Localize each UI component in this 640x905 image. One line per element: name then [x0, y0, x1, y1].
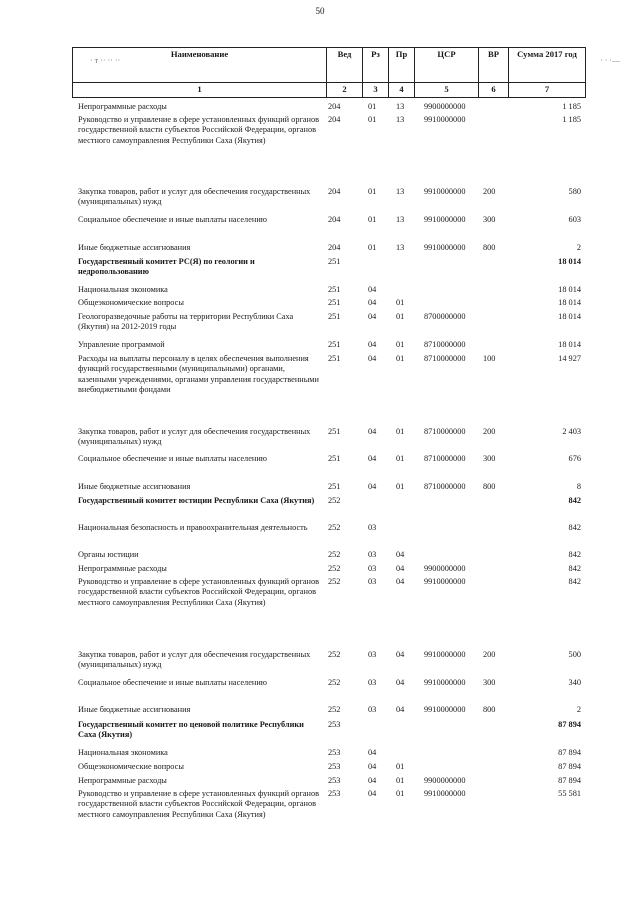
header-vr: ВР — [479, 48, 509, 83]
cell-vr: 300 — [483, 678, 496, 687]
cell-name: Органы юстиции — [78, 550, 139, 559]
cell-ved: 251 — [328, 298, 341, 307]
header-num-2: 2 — [327, 83, 363, 98]
cell-sum: 676 — [568, 454, 581, 463]
cell-sum: 2 403 — [562, 427, 581, 436]
cell-rz: 03 — [368, 705, 377, 714]
cell-vr: 800 — [483, 705, 496, 714]
cell-ved: 251 — [328, 427, 341, 436]
cell-rz: 04 — [368, 776, 377, 785]
cell-ved: 253 — [328, 720, 341, 729]
cell-pr: 13 — [396, 243, 405, 252]
cell-rz: 03 — [368, 550, 377, 559]
cell-sum: 1 185 — [562, 102, 581, 111]
header-csr: ЦСР — [415, 48, 479, 83]
cell-ved: 204 — [328, 115, 341, 124]
cell-rz: 04 — [368, 340, 377, 349]
cell-rz: 04 — [368, 354, 377, 363]
cell-pr: 13 — [396, 102, 405, 111]
cell-sum: 842 — [568, 523, 581, 532]
cell-pr: 01 — [396, 340, 405, 349]
cell-ved: 251 — [328, 482, 341, 491]
cell-name: Руководство и управление в сфере установленных функций органов государственной власти субъектов Российской Федерации, органов местного самоуправления Республики Саха (Якутия) — [78, 577, 320, 607]
cell-rz: 04 — [368, 482, 377, 491]
cell-ved: 251 — [328, 285, 341, 294]
cell-ved: 251 — [328, 340, 341, 349]
cell-ved: 252 — [328, 705, 341, 714]
cell-name: Государственный комитет по ценовой политике Республики Саха (Якутия) — [78, 720, 304, 740]
cell-ved: 251 — [328, 312, 341, 321]
cell-ved: 252 — [328, 523, 341, 532]
scan-mark-left: · т ·· ·· ·· — [90, 56, 121, 65]
cell-pr: 13 — [396, 215, 405, 224]
cell-rz: 01 — [368, 243, 377, 252]
cell-name: Закупка товаров, работ и услуг для обеспечения государственных (муниципальных) нужд — [78, 427, 311, 447]
header-num-6: 6 — [479, 83, 509, 98]
cell-ved: 204 — [328, 187, 341, 196]
cell-sum: 18 014 — [558, 298, 581, 307]
header-num-4: 4 — [389, 83, 415, 98]
cell-pr: 01 — [396, 762, 405, 771]
cell-name: Непрограммные расходы — [78, 102, 167, 111]
cell-ved: 204 — [328, 243, 341, 252]
cell-vr: 200 — [483, 187, 496, 196]
cell-sum: 842 — [568, 496, 581, 505]
cell-sum: 580 — [568, 187, 581, 196]
cell-ved: 252 — [328, 577, 341, 586]
cell-ved: 253 — [328, 762, 341, 771]
cell-vr: 800 — [483, 482, 496, 491]
cell-ved: 252 — [328, 650, 341, 659]
cell-rz: 03 — [368, 564, 377, 573]
cell-sum: 603 — [568, 215, 581, 224]
cell-csr: 8710000000 — [424, 482, 466, 491]
cell-rz: 04 — [368, 789, 377, 798]
cell-pr: 01 — [396, 482, 405, 491]
header-rz: Рз — [363, 48, 389, 83]
cell-rz: 04 — [368, 748, 377, 757]
cell-vr: 300 — [483, 454, 496, 463]
cell-sum: 87 894 — [558, 776, 581, 785]
cell-name: Общеэкономические вопросы — [78, 762, 184, 771]
header-pr: Пр — [389, 48, 415, 83]
cell-name: Национальная экономика — [78, 748, 168, 757]
cell-pr: 01 — [396, 776, 405, 785]
cell-name: Социальное обеспечение и иные выплаты населению — [78, 215, 267, 224]
cell-pr: 01 — [396, 312, 405, 321]
cell-name: Закупка товаров, работ и услуг для обеспечения государственных (муниципальных) нужд — [78, 187, 311, 207]
cell-rz: 04 — [368, 298, 377, 307]
cell-csr: 9910000000 — [424, 577, 466, 586]
cell-csr: 9910000000 — [424, 789, 466, 798]
cell-csr: 9910000000 — [424, 650, 466, 659]
cell-sum: 500 — [568, 650, 581, 659]
cell-csr: 8710000000 — [424, 340, 466, 349]
cell-csr: 9910000000 — [424, 243, 466, 252]
cell-name: Геологоразведочные работы на территории Республики Саха (Якутия) на 2012-2019 годы — [78, 312, 294, 332]
cell-rz: 04 — [368, 427, 377, 436]
cell-rz: 01 — [368, 187, 377, 196]
cell-rz: 03 — [368, 678, 377, 687]
cell-sum: 18 014 — [558, 312, 581, 321]
cell-pr: 04 — [396, 564, 405, 573]
cell-pr: 04 — [396, 705, 405, 714]
cell-vr: 200 — [483, 650, 496, 659]
cell-sum: 18 014 — [558, 340, 581, 349]
scan-mark-right: · · ·— — [600, 56, 620, 65]
header-ved: Вед — [327, 48, 363, 83]
cell-pr: 01 — [396, 354, 405, 363]
cell-ved: 253 — [328, 789, 341, 798]
cell-sum: 2 — [576, 705, 581, 714]
cell-csr: 8710000000 — [424, 454, 466, 463]
cell-pr: 04 — [396, 678, 405, 687]
cell-sum: 842 — [568, 577, 581, 586]
table-header — [72, 47, 586, 98]
cell-ved: 251 — [328, 354, 341, 363]
cell-name: Непрограммные расходы — [78, 776, 167, 785]
cell-csr: 9910000000 — [424, 705, 466, 714]
cell-ved: 252 — [328, 678, 341, 687]
cell-csr: 9910000000 — [424, 678, 466, 687]
cell-name: Руководство и управление в сфере установленных функций органов государственной власти субъектов Российской Федерации, органов местного самоуправления Республики Саха (Якутия) — [78, 115, 320, 145]
cell-csr: 8700000000 — [424, 312, 466, 321]
cell-name: Общеэкономические вопросы — [78, 298, 184, 307]
cell-name: Иные бюджетные ассигнования — [78, 243, 191, 252]
cell-name: Иные бюджетные ассигнования — [78, 482, 191, 491]
cell-sum: 340 — [568, 678, 581, 687]
cell-name: Социальное обеспечение и иные выплаты населению — [78, 678, 267, 687]
cell-ved: 253 — [328, 748, 341, 757]
cell-pr: 01 — [396, 298, 405, 307]
cell-sum: 87 894 — [558, 762, 581, 771]
header-num-1: 1 — [73, 83, 327, 98]
cell-vr: 800 — [483, 243, 496, 252]
cell-ved: 252 — [328, 550, 341, 559]
cell-ved: 204 — [328, 215, 341, 224]
cell-rz: 03 — [368, 523, 377, 532]
header-sum: Сумма 2017 год — [509, 48, 586, 83]
cell-rz: 03 — [368, 577, 377, 586]
cell-sum: 55 581 — [558, 789, 581, 798]
cell-pr: 13 — [396, 187, 405, 196]
cell-sum: 18 014 — [558, 285, 581, 294]
cell-sum: 8 — [576, 482, 581, 491]
cell-pr: 01 — [396, 427, 405, 436]
cell-csr: 9900000000 — [424, 564, 466, 573]
cell-vr: 300 — [483, 215, 496, 224]
cell-sum: 87 894 — [558, 748, 581, 757]
cell-rz: 04 — [368, 454, 377, 463]
cell-pr: 04 — [396, 650, 405, 659]
cell-csr: 9900000000 — [424, 102, 466, 111]
header-num-3: 3 — [363, 83, 389, 98]
cell-csr: 8710000000 — [424, 427, 466, 436]
cell-sum: 842 — [568, 550, 581, 559]
cell-name: Управление программой — [78, 340, 165, 349]
cell-pr: 04 — [396, 550, 405, 559]
cell-name: Непрограммные расходы — [78, 564, 167, 573]
cell-pr: 13 — [396, 115, 405, 124]
cell-name: Руководство и управление в сфере установленных функций органов государственной власти субъектов Российской Федерации, органов местного самоуправления Республики Саха (Якутия) — [78, 789, 320, 819]
cell-rz: 01 — [368, 102, 377, 111]
cell-ved: 252 — [328, 496, 341, 505]
cell-name: Социальное обеспечение и иные выплаты населению — [78, 454, 267, 463]
cell-pr: 01 — [396, 789, 405, 798]
cell-rz: 04 — [368, 312, 377, 321]
cell-csr: 9910000000 — [424, 187, 466, 196]
cell-ved: 204 — [328, 102, 341, 111]
cell-csr: 9910000000 — [424, 115, 466, 124]
cell-sum: 87 894 — [558, 720, 581, 729]
cell-name: Закупка товаров, работ и услуг для обеспечения государственных (муниципальных) нужд — [78, 650, 311, 670]
cell-sum: 14 927 — [558, 354, 581, 363]
cell-pr: 04 — [396, 577, 405, 586]
cell-ved: 252 — [328, 564, 341, 573]
cell-rz: 04 — [368, 762, 377, 771]
cell-ved: 251 — [328, 454, 341, 463]
cell-name: Национальная экономика — [78, 285, 168, 294]
header-num-5: 5 — [415, 83, 479, 98]
cell-sum: 18 014 — [558, 257, 581, 266]
cell-sum: 2 — [576, 243, 581, 252]
cell-name: Государственный комитет РС(Я) по геологии и недропользованию — [78, 257, 255, 277]
cell-rz: 03 — [368, 650, 377, 659]
cell-csr: 9910000000 — [424, 215, 466, 224]
cell-ved: 251 — [328, 257, 341, 266]
cell-vr: 200 — [483, 427, 496, 436]
cell-rz: 01 — [368, 115, 377, 124]
cell-rz: 01 — [368, 215, 377, 224]
cell-name: Национальная безопасность и правоохранительная деятельность — [78, 523, 308, 532]
cell-vr: 100 — [483, 354, 496, 363]
cell-ved: 253 — [328, 776, 341, 785]
page-number: 50 — [315, 6, 325, 16]
header-name: Наименование — [73, 48, 327, 83]
cell-pr: 01 — [396, 454, 405, 463]
cell-rz: 04 — [368, 285, 377, 294]
cell-csr: 9900000000 — [424, 776, 466, 785]
cell-name: Иные бюджетные ассигнования — [78, 705, 191, 714]
cell-name: Расходы на выплаты персоналу в целях обеспечения выполнения функций государственными (муниципальными) органами, казенными учреждениями, органами управления государственными внебюджетными фондами — [78, 354, 319, 395]
cell-sum: 842 — [568, 564, 581, 573]
header-num-7: 7 — [509, 83, 586, 98]
cell-csr: 8710000000 — [424, 354, 466, 363]
cell-sum: 1 185 — [562, 115, 581, 124]
cell-name: Государственный комитет юстиции Республики Саха (Якутия) — [78, 496, 315, 505]
